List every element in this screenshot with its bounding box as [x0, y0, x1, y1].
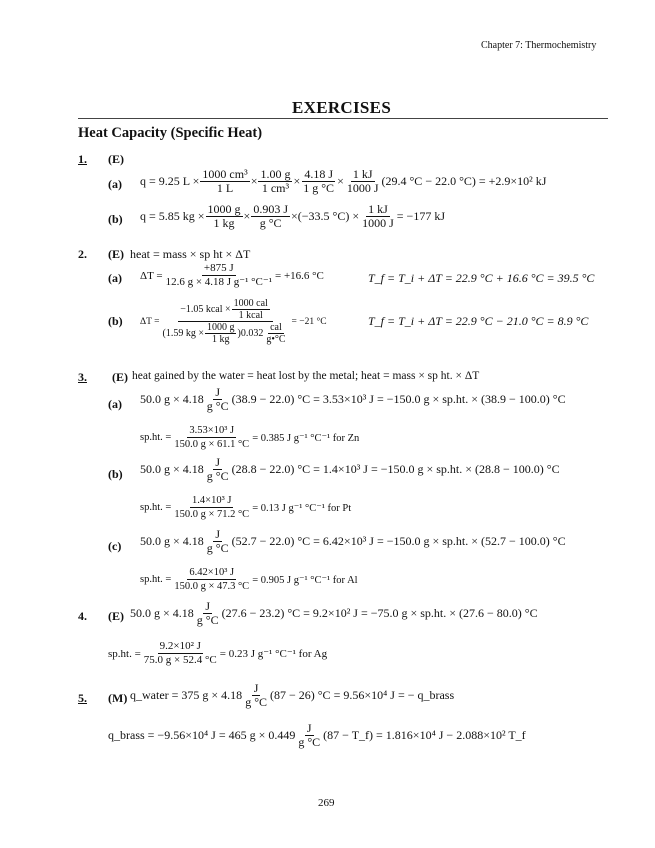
fraction [164, 262, 274, 289]
eq-text: (27.6 − 23.2) °C = 9.2×10² J = −75.0 g × sp.ht. × (27.6 − 80.0) °C [221, 606, 538, 620]
eq-text: = 0.13 J g⁻¹ °C⁻¹ for Pt [252, 502, 352, 514]
numerator [178, 298, 273, 322]
eq-text: q = 9.25 L × [140, 174, 200, 188]
numerator: 1000 g [207, 202, 241, 216]
eq-text: = 0.385 J g⁻¹ °C⁻¹ for Zn [252, 432, 360, 444]
problem-number: 4. [78, 609, 87, 623]
page-number: 269 [318, 797, 335, 809]
final-temperature: T_f = T_i + ΔT = 22.9 °C − 21.0 °C = 8.9 °C [368, 314, 589, 328]
fraction [205, 386, 231, 413]
numerator: J [215, 455, 221, 469]
eq-text: 50.0 g × 4.18 [140, 392, 204, 406]
equation [108, 722, 526, 749]
part-label: (b) [108, 314, 123, 328]
eq-text: 50.0 g × 4.18 [130, 606, 194, 620]
numerator: 0.903 J [253, 202, 288, 216]
problem-intro: heat = mass × sp ht × ΔT [130, 247, 251, 261]
fraction [195, 600, 221, 627]
denominator: 1000 J [346, 181, 379, 195]
equation: q = 5.85 kg × $\frac{1000 g}{1 kg}$ × $\frac{0.903 J}{g ^\circ C}$ ×(−33.5 °C) × $\frac{1 kJ}{1000 J}$ = −177 kJ [140, 202, 445, 230]
eq-text: 0.032 [240, 328, 264, 339]
problem-intro: heat gained by the water = heat lost by the metal; heat = mass × sp ht. × ΔT [132, 370, 480, 382]
numerator: 1 kJ [352, 167, 373, 181]
eq-text: sp.ht. = [140, 574, 172, 585]
eq-text: (87 − 26) °C = 9.56×10⁴ J = − q_brass [270, 688, 455, 702]
section-heading: Heat Capacity (Specific Heat) [78, 125, 263, 141]
problem-number: 3. [78, 370, 87, 384]
fraction [258, 168, 292, 195]
numerator: 1000 cal [233, 298, 268, 309]
fraction [345, 168, 381, 195]
numerator: J [306, 721, 312, 735]
equation [140, 528, 566, 555]
numerator: 1000 cm³ [202, 167, 248, 181]
eq-text: = −21 °C [291, 316, 327, 327]
fraction [172, 424, 251, 451]
fraction [205, 456, 231, 483]
denominator: 12.6 g × 4.18 J g⁻¹ °C⁻¹ [165, 276, 272, 288]
difficulty-tag: (E) [112, 370, 128, 384]
fraction [360, 203, 396, 230]
problem-number: 2. [78, 247, 87, 261]
page-title: EXERCISES [292, 98, 392, 117]
numerator: J [215, 385, 221, 399]
denominator: g °C [298, 735, 321, 749]
denominator: 1 L [216, 181, 234, 195]
eq-text: = −177 kJ [396, 209, 445, 223]
title-rule [78, 118, 608, 119]
eq-text: 1.59 kg × [165, 328, 204, 339]
part-label: (b) [108, 467, 123, 481]
eq-text: ΔT = [140, 269, 163, 282]
running-header: Chapter 7: Thermochemistry [481, 40, 597, 51]
part-label: (a) [108, 177, 122, 191]
specific-heat-equation [140, 494, 351, 521]
specific-heat-equation [140, 566, 358, 593]
denominator: 150.0 g × 61.1 °C [174, 439, 250, 450]
eq-text: sp.ht. = [140, 432, 172, 443]
specific-heat-equation [108, 640, 327, 667]
denominator: g °C [206, 541, 229, 555]
final-temperature: T_f = T_i + ΔT = 22.9 °C + 16.6 °C = 39.5 °C [368, 271, 595, 285]
denominator: g °C [206, 469, 229, 483]
denominator: 150.0 g × 47.3 °C [174, 581, 250, 592]
equation [130, 600, 538, 627]
numerator: cal [270, 322, 282, 333]
eq-text: (28.8 − 22.0) °C = 1.4×10³ J = −150.0 g × sp.ht. × (28.8 − 100.0) °C [231, 462, 560, 476]
equation [140, 262, 324, 289]
fraction [205, 528, 231, 555]
denominator: g °C [259, 216, 282, 230]
equation: q = 9.25 L × $\frac{\text{1000 cm³}}{1 L}$ × $\frac{1.00 g}{\text{1 cm³}}$ × $\frac{4.18 J}{1 g ^\circ C}$ × $\frac{1 kJ}{1000 J}$ (29.4 °C − 22.0 °C) = +2.9×10² kJ [140, 167, 547, 195]
numerator: 9.2×10² J [159, 640, 201, 652]
eq-text: = +16.6 °C [275, 269, 324, 282]
eq-text: q_water = 375 g × 4.18 [130, 688, 243, 702]
eq-text: (29.4 °C − 22.0 °C) = +2.9×10² kJ [381, 174, 547, 188]
denominator: 1 g °C [303, 181, 335, 195]
fraction [264, 322, 287, 345]
denominator: g °C [206, 399, 229, 413]
numerator: J [253, 681, 259, 695]
eq-text: 50.0 g × 4.18 [140, 534, 204, 548]
fraction [301, 168, 336, 195]
denominator: 1000 J [362, 216, 394, 230]
difficulty-tag: (E) [108, 152, 124, 166]
eq-text: q = 5.85 kg × [140, 209, 205, 223]
fraction [160, 298, 290, 345]
part-label: (b) [108, 212, 123, 226]
numerator: 1000 g [206, 322, 235, 333]
numerator: 1.00 g [260, 167, 291, 181]
problem-number: 5. [78, 691, 87, 705]
equation [140, 386, 566, 413]
fraction [296, 722, 322, 749]
numerator: 3.53×10³ J [189, 425, 235, 436]
eq-text: = 0.23 J g⁻¹ °C⁻¹ for Ag [219, 648, 328, 660]
numerator: 1.4×10³ J [192, 495, 232, 506]
numerator: J [215, 527, 221, 541]
part-label: (a) [108, 271, 122, 285]
eq-text: (87 − T_f) = 1.816×10⁴ J − 2.088×10² T_f [323, 728, 526, 742]
fraction [172, 566, 251, 593]
numerator: 6.42×10³ J [189, 567, 235, 578]
fraction [251, 203, 290, 230]
eq-text: −1.05 kcal × [180, 304, 231, 315]
fraction [142, 640, 219, 667]
numerator: +875 J [203, 262, 234, 274]
denominator: 1 kcal [238, 310, 263, 321]
denominator: 1 kg [211, 334, 230, 345]
specific-heat-equation [140, 424, 359, 451]
denominator: 1 kg [213, 216, 235, 230]
denominator: g °C [196, 613, 219, 627]
equation [130, 682, 454, 709]
numerator: J [205, 599, 211, 613]
numerator: 1 kJ [368, 202, 388, 216]
denominator: 75.0 g × 52.4 °C [143, 654, 217, 666]
fraction [200, 168, 249, 195]
denominator: 150.0 g × 71.2 °C [174, 509, 250, 520]
eq-text: sp.ht. = [140, 502, 172, 513]
fraction [205, 322, 237, 345]
part-label: (c) [108, 539, 122, 553]
fraction [232, 298, 270, 321]
denominator: 1 cm³ [261, 181, 290, 195]
eq-text: (52.7 − 22.0) °C = 6.42×10³ J = −150.0 g × sp.ht. × (52.7 − 100.0) °C [231, 534, 566, 548]
fraction [206, 203, 243, 230]
eq-text: sp.ht. = [108, 647, 141, 660]
difficulty-tag: (M) [108, 691, 128, 705]
eq-text: (38.9 − 22.0) °C = 3.53×10³ J = −150.0 g × sp.ht. × (38.9 − 100.0) °C [231, 392, 566, 406]
part-label: (a) [108, 397, 122, 411]
denominator: g °C [245, 695, 267, 709]
eq-text: ×(−33.5 °C) × [291, 209, 360, 223]
denominator: g•°C [266, 334, 286, 345]
eq-text: q_brass = −9.56×10⁴ J = 465 g × 0.449 [108, 728, 296, 742]
fraction [243, 682, 269, 709]
equation [140, 298, 327, 345]
numerator: 4.18 J [304, 167, 333, 181]
equation [140, 456, 560, 483]
eq-text: = 0.905 J g⁻¹ °C⁻¹ for Al [252, 574, 358, 586]
difficulty-tag: (E) [108, 247, 124, 261]
denominator: ( 1.59 kg × $\frac{1000 g}{1 kg}$ ) 0.032 $\frac{\text{cal}}{g•^\circ C}$ [162, 322, 286, 345]
eq-text: 50.0 g × 4.18 [140, 462, 204, 476]
difficulty-tag: (E) [108, 609, 124, 623]
eq-text: ΔT = [140, 316, 160, 327]
problem-number: 1. [78, 152, 87, 166]
fraction [172, 494, 251, 521]
